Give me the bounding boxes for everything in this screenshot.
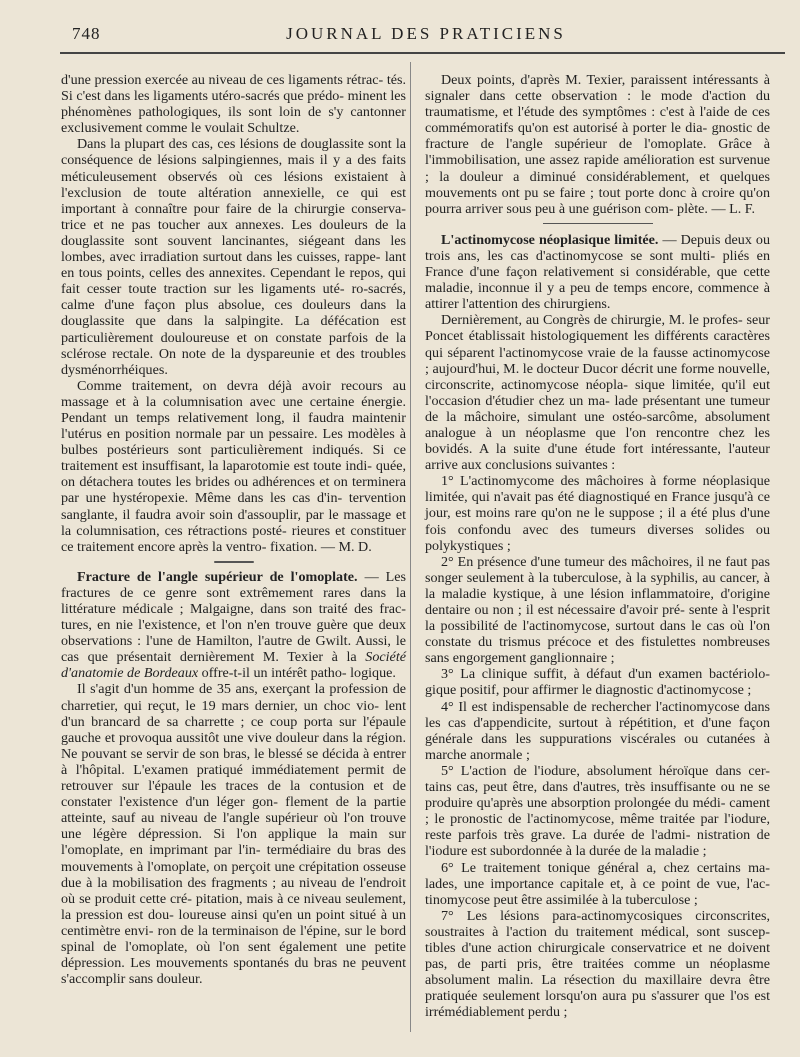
- paragraph: Il s'agit d'un homme de 35 ans, exerçant la profession de charretier, qui reçut, le 19 mars dernier, un choc vio- lent d'un brancard de sa charrette ; ce coup porta sur l'épaule gauche et provoqua aussitôt une vive douleur dans la région. Ne pouvant se servir de son bras, le blessé se décida à entrer à l'hôpital. L'examen pratiqué immédiatement permit de retrouver sur l'épaule les traces de la contusion et de constater l'existence d'un léger gon- flement de la partie atteinte, sauf au niveau de l'angle supérieur où l'on trouve une légère dépression. Si l'on applique la main sur l'omoplate, en imprimant par l'in- termédiaire du bras des mouvements à l'omoplate, on perçoit une crépitation osseuse due à la mobilisation des fragments ; au niveau de l'endroit où se produit cette cré- pitation, mais à ce niveau seulement, la pression est dou- loureuse ainsi qu'en un point situé à un centimètre envi- ron de la terminaison de l'épine, sur le bord spinal de l'omoplate, où l'on sent également une petite dépression. Les mouvements spontanés du bras ne peuvent s'accomplir sans douleur.: [61, 681, 406, 988]
- right-column: [425, 72, 770, 1020]
- conclusion-item: 5° L'action de l'iodure, absolument héroïque dans cer- tains cas, peut être, dans d'autres, très insuffisante ou ne se produire qu'après une absorption prolongée du médi- cament ; le pronostic de l'actinomycose, même traitée par l'iodure, reste parfois très grave. La durée de l'admi- nistration de l'iodure est subordonnée à la durée de la maladie ;: [425, 762, 770, 860]
- conclusion-item: 7° Les lésions para-actinomycosiques circonscrites, soustraites à l'action du traitement médical, sont suscep- tibles d'une action chirurgicale conservatrice et ne doivent pas, de parti pris, être traitées comme un néoplasme absolument malin. La résection du maxillaire devra être pratiquée seulement lorsqu'on aura pu s'assurer que l'os est irrémédiablement perdu ;: [425, 907, 770, 1021]
- section-ornament: [214, 561, 254, 563]
- paragraph: Deux points, d'après M. Texier, paraissent intéressants à signaler dans cette observation : le mode d'action du traumatisme, et l'étude des symptômes : c'est à l'aide de ces commémoratifs qu'on est autorisé à porter le dia- gnostic de fracture de l'angle supérieur de l'omoplate. Grâce à l'immobilisation, une assez rapide amélioration est survenue ; la douleur a diminué considérablement, et quelques mouvements ont pu se faire ; tout porte donc à croire qu'on pourra arriver sous peu à une guérison com- plète. — L. F.: [425, 72, 770, 217]
- paragraph: Dernièrement, au Congrès de chirurgie, M. le profes- seur Poncet établissait histologiquement les différents caractères qui séparent l'actinomycose vraie de la fausse actinomycose ; aujourd'hui, M. le docteur Ducor décrit une forme nouvelle, circonscrite, actinomycose néopla- sique limitée, qu'il eut l'occasion d'étudier chez un ma- lade présentant une tumeur de la mâchoire, simulant une ostéo-sarcôme, absolument analogue à un néoplasme que l'on rencontre chez les bovidés. A la suite d'une étude fort intéressante, l'auteur arrive aux conclusions suivantes :: [425, 312, 770, 474]
- column-divider: [410, 62, 411, 1032]
- conclusion-item: 2° En présence d'une tumeur des mâchoires, il ne faut pas songer seulement à la tuberculose, à la syphilis, au cancer, à la maladie kystique, à une lésion inflammatoire, d'origine dentaire ou non ; il est nécessaire d'avoir pré- sente à l'esprit la possibilité de l'actinomycose, surtout dans le cas où l'on constate du trismus précoce et des fistulettes nombreuses sans engorgement ganglionnaire ;: [425, 553, 770, 667]
- header-rule: [60, 52, 785, 54]
- section-rule: [543, 223, 653, 224]
- section-title: L'actinomycose néoplasique limitée.: [441, 231, 659, 248]
- paragraph: Dans la plupart des cas, ces lésions de douglassite sont la conséquence de lésions salpingiennes, mais il y a des faits méticuleusement observés où ces lésions existaient à l'exclusion de toute altération annexielle, ce qui est important à connaître pour faire de la chirurgie conserva- trice et ne pas toucher aux annexes. Les douleurs de la douglassite sont souvent lancinantes, siégeant dans les lombes, avec irradiation surtout dans les cuisses, rappe- lant en tous points, celles des annexites. Cependant le repos, qui fait cesser toute traction sur les ligaments uté- ro-sacrés, calme d'une façon plus absolue, ces douleurs dans la douglassite que dans la salpingite. La défécation est particulièrement douloureuse et on constate parfois de la sclérose rectale. On note de la dyspareunie et des troubles dysménorrhéiques.: [61, 136, 406, 378]
- conclusion-item: 3° La clinique suffit, à défaut d'un examen bactériolo- gique positif, pour affirmer le diagnostic d'actinomycose ;: [425, 666, 770, 699]
- section-title: Fracture de l'angle supérieur de l'omoplate.: [77, 568, 358, 585]
- left-column: [61, 72, 406, 987]
- paragraph-text: — Depuis deux ou trois ans, les cas d'actinomycose se sont multi- pliés en France d'une façon relativement si considérable, que cette maladie, inconnue il y a peu de temps encore, commence à attirer l'attention des chirurgiens.: [425, 231, 770, 313]
- paragraph-text: — Les fractures de ce genre sont extrêmement rares dans la littérature médicale ; Malgaigne, dans son traité des frac- tures, en nie l'existence, et l'on n'en trouve guère que deux observations : l'une de Hamilton, l'autre de Gwilt. Aussi, le cas que présentait dernièrement M. Texier à la: [61, 568, 406, 666]
- paragraph-text: offre-t-il un intérêt patho- logique.: [198, 665, 396, 682]
- section-paragraph: [425, 232, 770, 312]
- paragraph: Comme traitement, on devra déjà avoir recours au massage et à la columnisation avec une certaine énergie. Pendant un temps relativement long, il faudra maintenir l'utérus en position normale par un pessaire. Les modèles à bulbes postérieurs sont particulièrement indiqués. Si ce traitement est insuffisant, la laparotomie est toute indi- quée, on détachera toutes les brides ou adhérences et on terminera par une hystéropexie. Même dans les cas d'in- tervention sanglante, il faudra avoir soin d'assouplir, par le massage et la columnisation, ces rétractions posté- rieures et constituer ce traitement encore après la ventro- fixation. — M. D.: [61, 377, 406, 555]
- conclusion-item: 6° Le traitement tonique général a, chez certains ma- lades, une importance capitale et, à ce point de vue, l'ac- tinomycose peut être assimilée à la tuberculose ;: [425, 859, 770, 908]
- paragraph: d'une pression exercée au niveau de ces ligaments rétrac- tés. Si c'est dans les ligaments utéro-sacrés que prédo- minent les phénomènes pathologiques, ils sont loin de s'y cantonner exclusivement comme le voulait Schultze.: [61, 72, 406, 137]
- page-header: [72, 22, 780, 46]
- page-number: 748: [72, 24, 101, 43]
- conclusion-item: 4° Il est indispensable de rechercher l'actinomycose dans les cas d'appendicite, surtout à répétition, et d'une façon générale dans les suppurations viscérales ou cutanées à marche anormale ;: [425, 698, 770, 763]
- italic-journal-name: Société d'anatomie de Bordeaux: [61, 649, 406, 682]
- conclusion-item: 1° L'actinomycome des mâchoires à forme néoplasique limitée, qui n'avait pas été diagnostiqué en France jusqu'à ce jour, est moins rare qu'on ne le suppose ; il a été plus d'une fois confondu avec des tumeurs diverses solides ou polykystiques ;: [425, 473, 770, 554]
- journal-title: JOURNAL DES PRATICIENS: [286, 24, 566, 43]
- section-paragraph: [61, 569, 406, 682]
